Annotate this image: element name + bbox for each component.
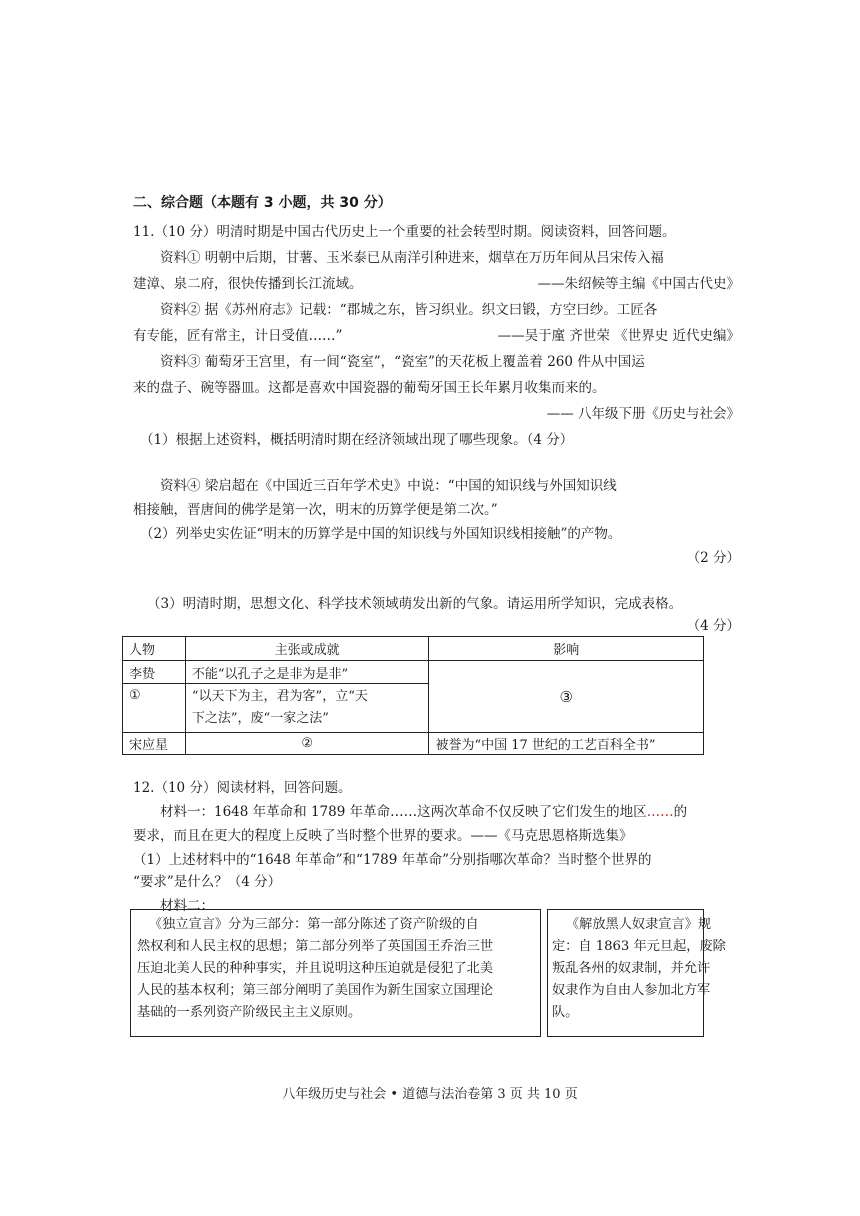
influence-blank-3: ③ <box>429 661 704 733</box>
box-line: 压迫北美人民的种种事实，并且说明这种压迫就是侵犯了北美 <box>137 961 494 976</box>
box-line: 队。 <box>552 1005 579 1020</box>
section-title: 二、综合题（本题有 3 小题，共 30 分） <box>133 195 392 211</box>
table-row <box>123 733 704 755</box>
q11-question-2: （2）列举史实佐证“明末的历算学是中国的知识线与外国知识线相接触”的产物。 <box>140 526 622 542</box>
emancipation-proclamation-box <box>547 909 726 1037</box>
box-line: 定：自 1863 年元旦起，废除 <box>552 939 726 954</box>
q12-material-1-line-2: 要求，而且在更大的程度上反映了当时整个世界的要求。——《马克思恩格斯选集》 <box>133 828 633 844</box>
q12-material-2-label: 材料二： <box>160 898 214 914</box>
q11-material-3-line-1: 资料③ 葡萄牙王宫里，有一间“瓷室”，“瓷室”的天花板上覆盖着 260 件从中国运 <box>160 354 645 370</box>
q11-material-3-line-2: 来的盘子、碗等器皿。这都是喜欢中国瓷器的葡萄牙国王长年累月收集而来的。 <box>133 380 606 396</box>
q11-material-2-line-2: 有专能，匠有常主，计日受值……” <box>133 328 343 344</box>
q11-question-3: （3）明清时期，思想文化、科学技术领域萌发出新的气象。请运用所学知识，完成表格。 <box>147 596 683 612</box>
q12-intro: 12.（10 分）阅读材料，回答问题。 <box>133 780 352 796</box>
q11-material-4-line-1: 资料④ 梁启超在《中国近三百年学术史》中说：“中国的知识线与外国知识线 <box>160 478 617 494</box>
table-row <box>123 661 704 684</box>
person-cell: 宋应星 <box>123 733 186 755</box>
q12-material-1-tail: 的 <box>673 804 688 820</box>
influence-cell: 被誉为“中国 17 世纪的工艺百科全书” <box>429 733 704 755</box>
q11-material-1-line-2: 建漳、泉二府，很快传播到长江流域。 <box>133 276 363 292</box>
q11-material-4-line-2: 相接触，晋唐间的佛学是第一次，明末的历算学便是第二次。” <box>133 502 498 518</box>
box-line: 《独立宣言》分为三部分：第一部分陈述了资产阶级的自 <box>149 917 479 932</box>
claim-cell: 不能“以孔子之是非为是非” <box>185 661 429 684</box>
claim-blank-2: ② <box>185 733 429 755</box>
q12-material-1-text: 材料一：1648 年革命和 1789 年革命……这两次革命不仅反映了它们发生的地区 <box>160 804 647 820</box>
q11-material-1-source: ——朱绍候等主编《中国古代史》 <box>537 276 740 292</box>
red-ellipsis: …… <box>646 804 674 820</box>
q12-material-1-line-1 <box>160 802 687 822</box>
header-claim: 主张或成就 <box>185 637 429 661</box>
box-line: 奴隶作为自由人参加北方军 <box>552 983 711 998</box>
q12-question-1-line-1: （1）上述材料中的“1648 年革命”和“1789 年革命”分别指哪次革命？当时整个世界的 <box>133 852 652 868</box>
header-influence: 影响 <box>429 637 704 661</box>
q11-material-2-line-1: 资料② 据《苏州府志》记载：“郡城之东，皆习织业。织文曰锻，方空曰纱。工匠各 <box>160 302 658 318</box>
table-header-row <box>123 637 704 661</box>
independence-declaration-box <box>130 909 541 1037</box>
figures-table <box>122 636 704 755</box>
box-line: 然权利和人民主权的思想；第二部分列举了英国国王乔治三世 <box>137 939 494 954</box>
page-footer: 八年级历史与社会 • 道德与法治卷第 3 页 共 10 页 <box>282 1087 578 1102</box>
claim-cell <box>185 684 429 733</box>
claim-line: “以天下为主，君为客”，立“天 <box>191 689 368 704</box>
box-line: 人民的基本权利；第三部分阐明了美国作为新生国家立国理论 <box>137 983 494 998</box>
q11-material-3-source: —— 八年级下册《历史与社会》 <box>546 406 740 422</box>
q12-question-1-line-2: “要求”是什么？（4 分） <box>133 874 282 890</box>
person-blank-1: ① <box>123 684 186 733</box>
q11-question-2-score: （2 分） <box>686 550 740 566</box>
q11-question-3-score: （4 分） <box>686 618 740 634</box>
person-cell: 李贽 <box>123 661 186 684</box>
q11-material-1-line-1: 资料① 明朝中后期，甘薯、玉米泰已从南洋引种进来，烟草在万历年间从吕宋传入福 <box>160 250 664 266</box>
q11-intro: 11.（10 分）明清时期是中国古代历史上一个重要的社会转型时期。阅读资料，回答问题。 <box>133 224 676 240</box>
q11-question-1: （1）根据上述资料，概括明清时期在经济领域出现了哪些现象。（4 分） <box>140 432 574 448</box>
box-line: 叛乱各州的奴隶制，并允许 <box>552 961 711 976</box>
box-line: 《解放黑人奴隶宣言》规 <box>566 917 712 932</box>
box-line: 基础的一系列资产阶级民主主义原则。 <box>137 1005 362 1020</box>
q11-material-2-source: ——吴于廑 齐世荣 《世界史 近代史编》 <box>497 328 740 344</box>
header-person: 人物 <box>123 637 186 661</box>
claim-line: 下之法”，废“一家之法” <box>191 711 329 726</box>
